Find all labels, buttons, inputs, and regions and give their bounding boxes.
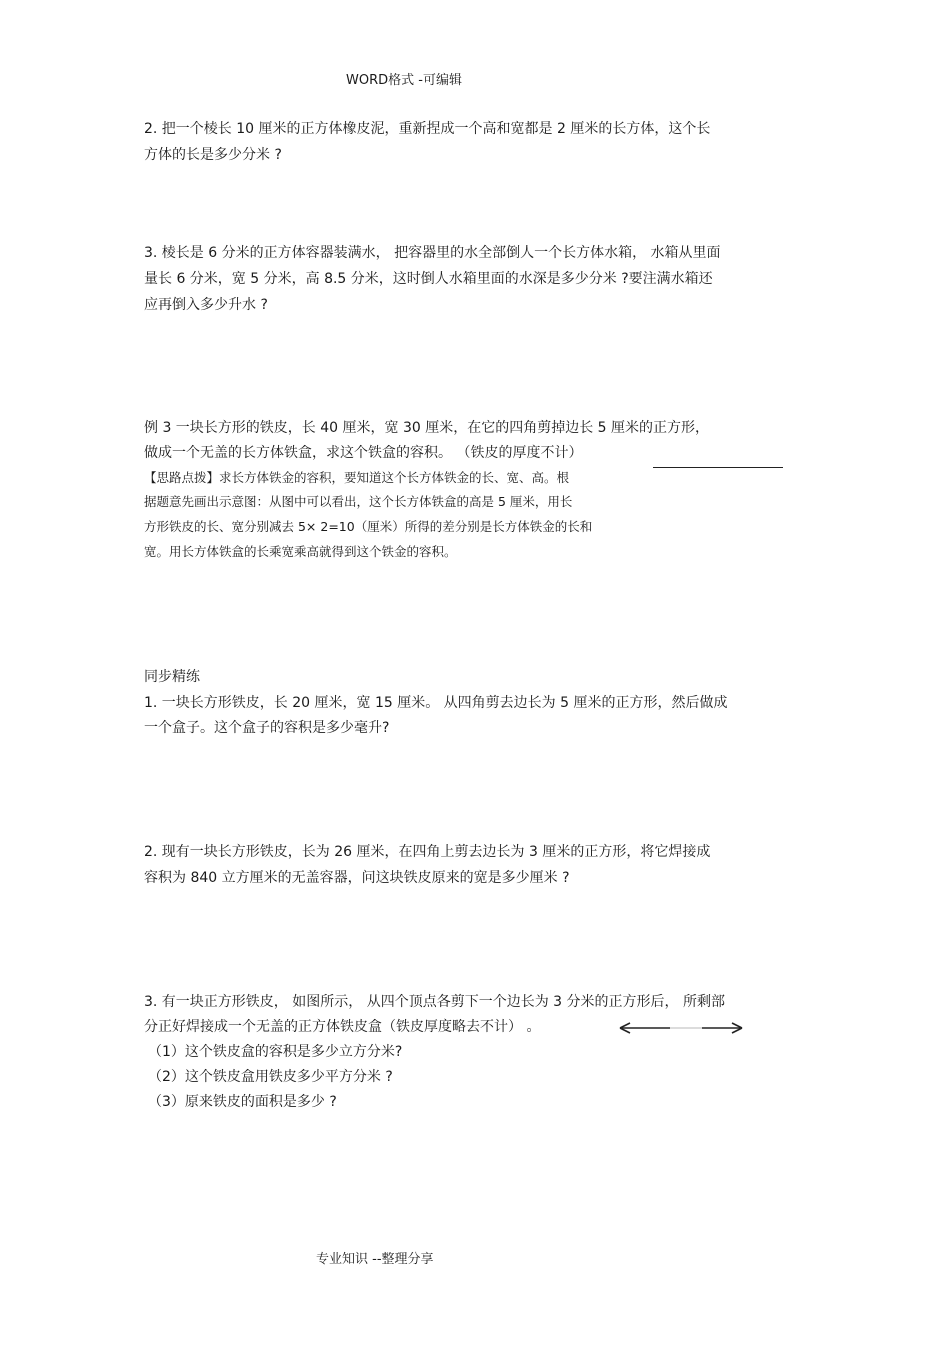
practice-2-line-1: 2. 现有一块长方形铁皮，长为 26 厘米，在四角上剪去边长为 3 厘米的正方形，将它焊接成 <box>144 844 711 860</box>
practice-2-line-2: 容积为 840 立方厘米的无盖容器，问这块铁皮原来的宽是多少厘米 ? <box>144 870 570 886</box>
practice-3-line-2: 分正好焊接成一个无盖的正方体铁皮盒（铁皮厚度略去不计） 。 <box>144 1019 541 1035</box>
practice-1-line-2: 一个盒子。这个盒子的容积是多少毫升? <box>144 720 390 736</box>
practice-3-sub-1: （1）这个铁皮盒的容积是多少立方分米? <box>148 1044 403 1060</box>
practice-1-line-1: 1. 一块长方形铁皮，长 20 厘米，宽 15 厘米。 从四角剪去边长为 5 厘米的正方形，然后做成 <box>144 695 728 711</box>
example-3-line-1: 例 3 一块长方形的铁皮，长 40 厘米，宽 30 厘米，在它的四角剪掉边长 5 厘米的正方形， <box>144 420 710 436</box>
problem-2-line-1: 2. 把一个棱长 10 厘米的正方体橡皮泥，重新捏成一个高和宽都是 2 厘米的长方体，这个长 <box>144 121 711 137</box>
practice-3-sub-3: （3）原来铁皮的面积是多少 ? <box>148 1094 337 1110</box>
page-header: WORD格式 -可编辑 <box>346 73 462 88</box>
hint-line-3: 方形铁皮的长、宽分别减去 5× 2=10（厘米）所得的差分别是长方体铁金的长和 <box>144 519 593 534</box>
practice-3-line-1: 3. 有一块正方形铁皮， 如图所示， 从四个顶点各剪下一个边长为 3 分米的正方形后， 所剩部 <box>144 994 725 1010</box>
problem-3-line-2: 量长 6 分米，宽 5 分米，高 8.5 分米，这时倒人水箱里面的水深是多少分米 ?要注满水箱还 <box>144 271 713 287</box>
example-3-line-2: 做成一个无盖的长方体铁盒，求这个铁盒的容积。 （铁皮的厚度不计） <box>144 445 583 461</box>
problem-2-line-2: 方体的长是多少分米 ? <box>144 147 282 163</box>
hint-line-1: 【思路点拨】求长方体铁金的容积，要知道这个长方体铁金的长、宽、高。根 <box>144 470 570 485</box>
hint-line-4: 宽。用长方体铁盒的长乘宽乘高就得到这个铁金的容积。 <box>144 544 457 559</box>
page-footer: 专业知识 --整理分享 <box>316 1252 434 1267</box>
figure-rule-line <box>653 467 783 468</box>
practice-3-sub-2: （2）这个铁皮盒用铁皮多少平方分米 ? <box>148 1069 393 1085</box>
double-arrow-icon <box>616 1020 748 1036</box>
problem-3-line-3: 应再倒入多少升水 ? <box>144 297 268 313</box>
problem-3-line-1: 3. 棱长是 6 分米的正方体容器装满水， 把容器里的水全部倒人一个长方体水箱， 水箱从里面 <box>144 245 721 261</box>
practice-title: 同步精练 <box>144 669 200 685</box>
hint-line-2: 据题意先画出示意图：从图中可以看出，这个长方体铁盒的高是 5 厘米，用长 <box>144 494 573 509</box>
